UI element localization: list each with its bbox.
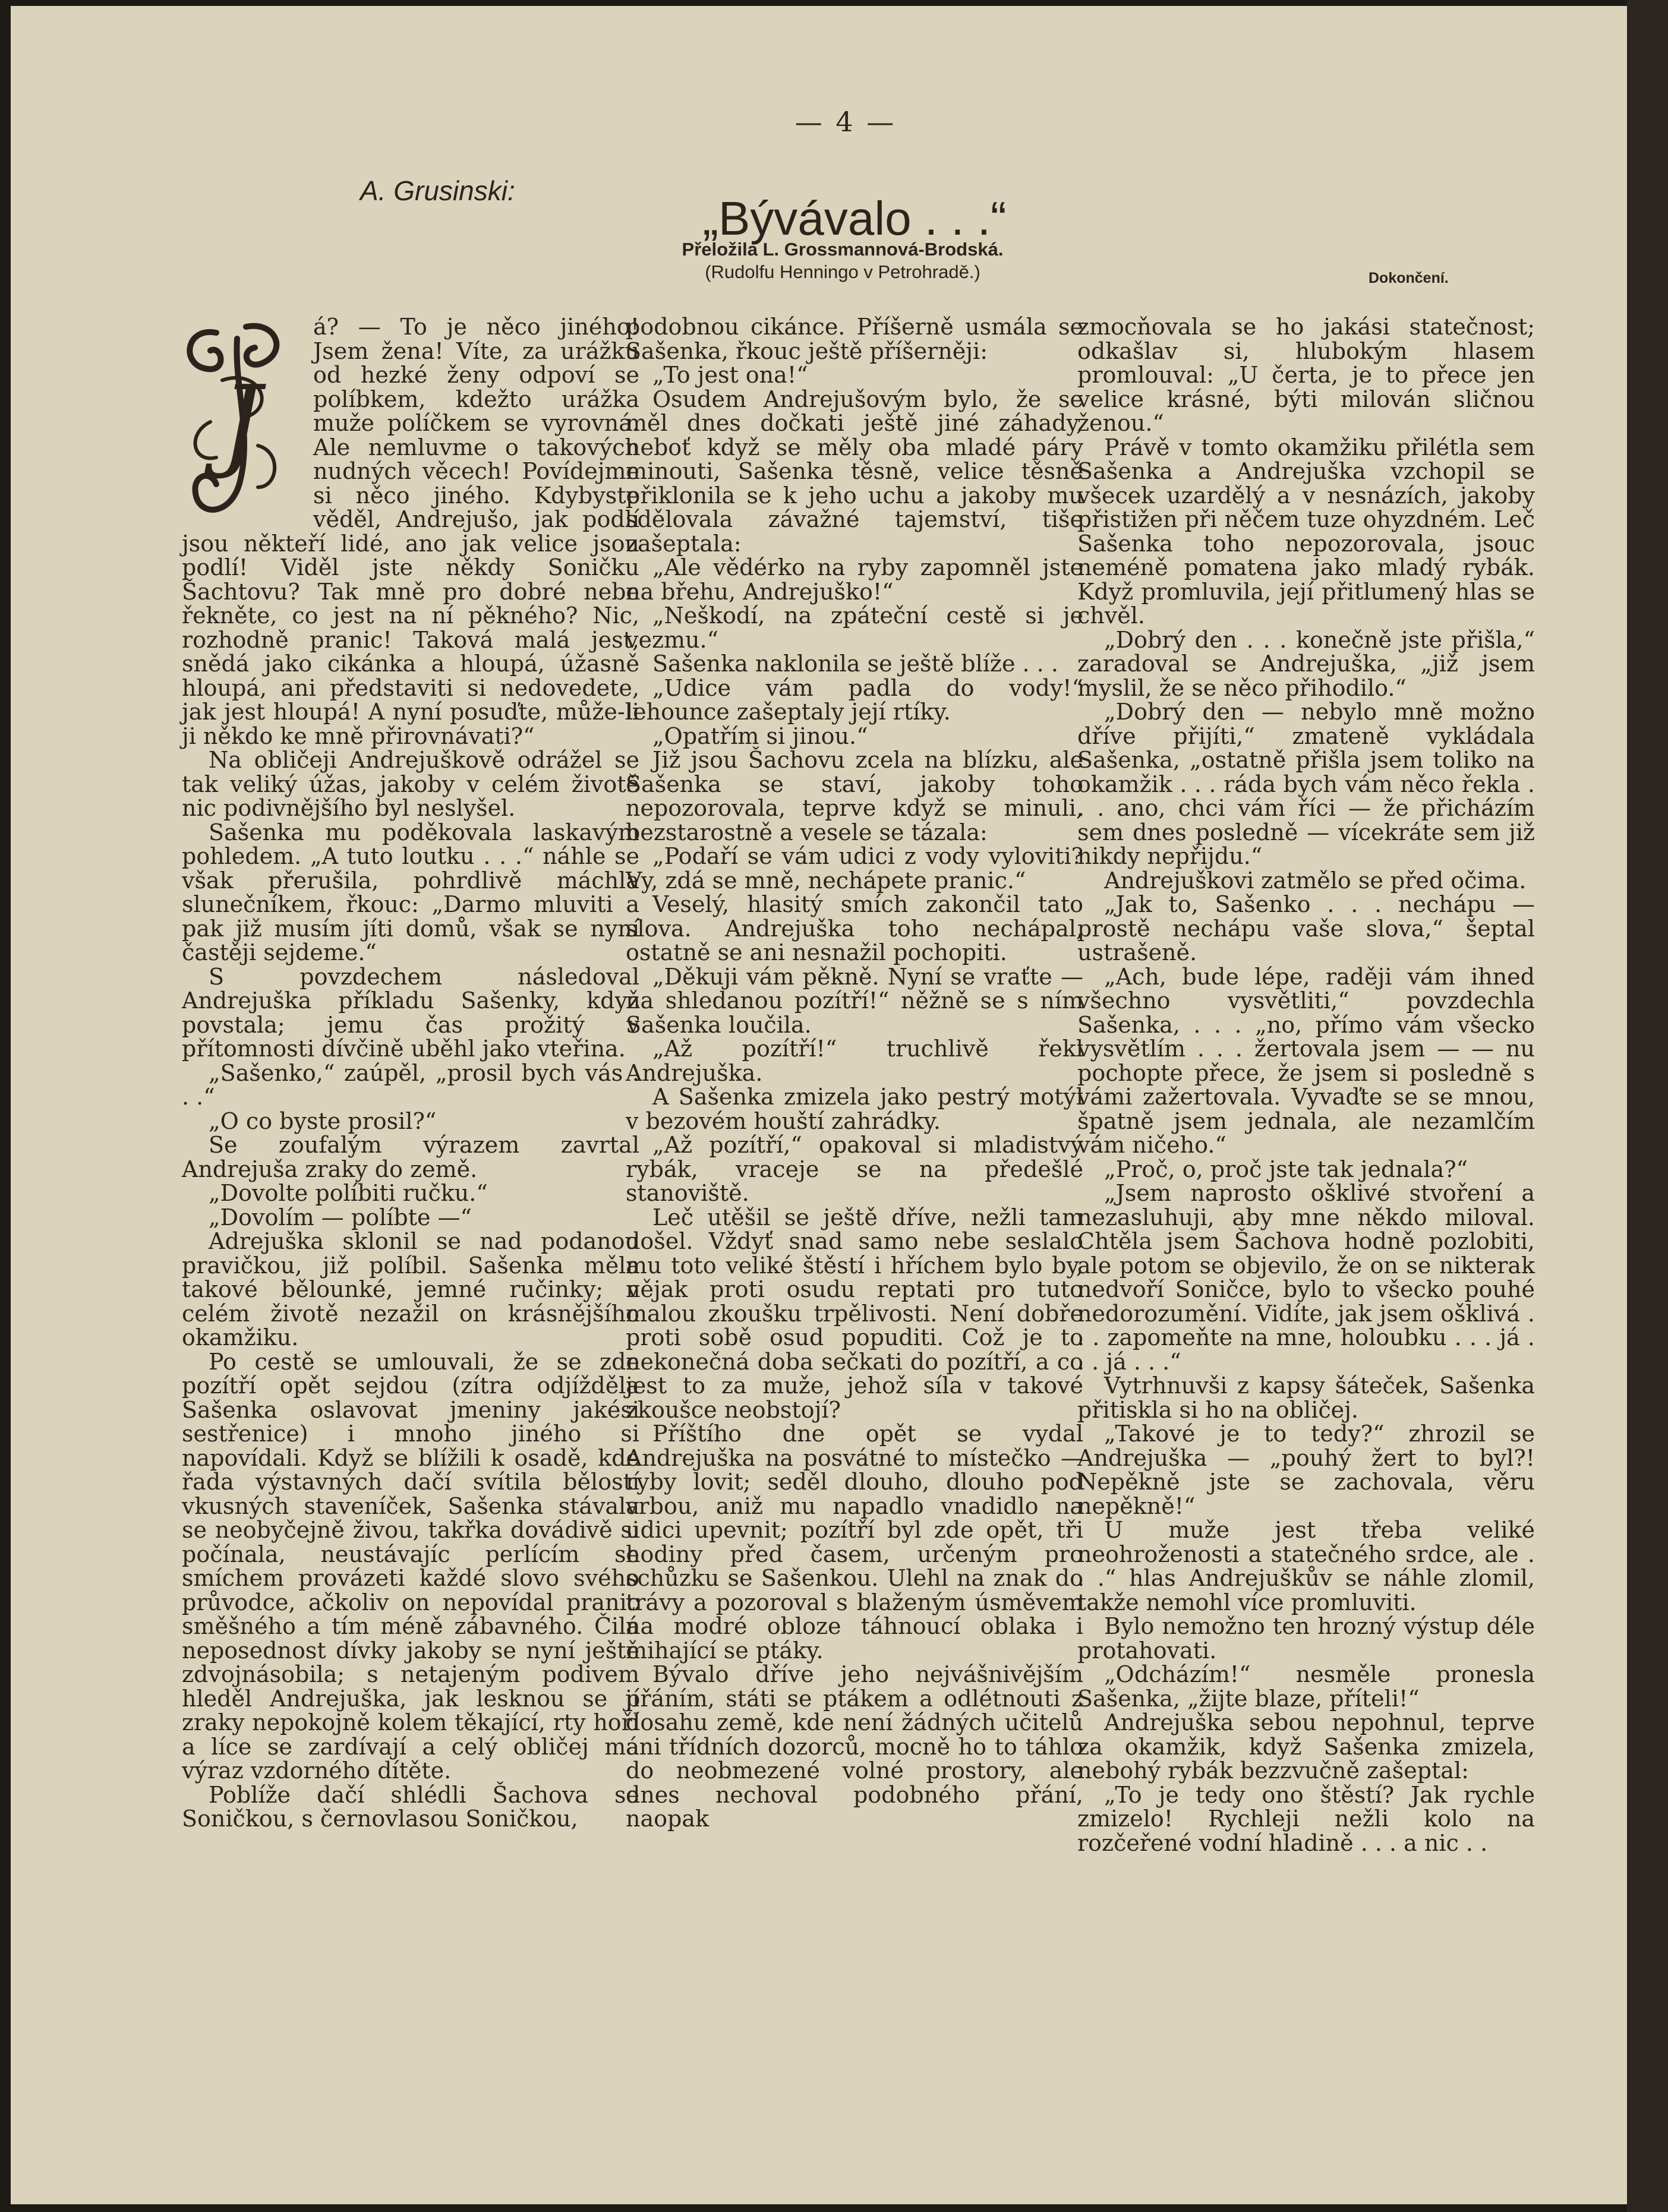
author-name: A. Grusinski: — [360, 175, 515, 206]
paragraph: „Dobrý den — nebylo mně možno dříve přijíti,“ zmateně vykládala Sašenka, „ostatně přišla jsem toliko na okamžik . . . ráda bych vám něco řekla . . . ano, chci vám říci — že přicházím sem dnes posledně — vícekráte sem již nikdy nepřijdu.“ — [1077, 699, 1535, 869]
paragraph: „Jak to, Sašenko . . . nechápu — prostě nechápu vaše slova,“ šeptal ustrašeně. — [1077, 891, 1535, 965]
paragraph: „Až pozítří,“ opakoval si mladistvý rybák, vraceje se na předešlé stanoviště. — [626, 1132, 1083, 1206]
paragraph: „Dovolte políbiti ručku.“ — [209, 1180, 488, 1206]
paragraph: „Jsem naprosto ošklivé stvoření a nezasluhuji, aby mne někdo miloval. Chtěla jsem Šachova hodně pozlobiti, ale potom se objevilo, že on se nikterak nedvoří Soničce, bylo to všecko pouhé nedorozumění. Vidíte, jak jsem ošklivá . . . zapomeňte na mne, holoubku . . . já . . . já . . .“ — [1077, 1180, 1535, 1375]
paragraph: „Neškodí, na zpáteční cestě si je vezmu.“ — [626, 602, 1083, 653]
paragraph: „Podaří se vám udici z vody vyloviti? Vy, zdá se mně, nechápete pranic.“ — [626, 843, 1083, 894]
paragraph: Sašenka naklonila se ještě blíže . . . — [652, 651, 1058, 677]
paragraph: Poblíže dačí shlédli Šachova se Soničkou, s černovlasou Soničkou, — [182, 1781, 639, 1832]
paragraph: Bylo nemožno ten hrozný výstup déle protahovati. — [1077, 1613, 1535, 1664]
paragraph: „O co byste prosil?“ — [209, 1107, 437, 1134]
text-column-3 — [1077, 315, 1535, 1855]
paragraph: „Udice vám padla do vody!“ lehounce zašeptaly její rtíky. — [626, 674, 1083, 725]
paragraph: Právě v tomto okamžiku přilétla sem Sašenka a Andrejuška vzchopil se všecek uzardělý a v nesnázích, jakoby přistižen při něčem tuze ohyzdném. Leč Sašenka toho nepozorovala, jsouc neméně pomatena jako mladý rybák. Když promluvila, její přitlumený hlas se chvěl. — [1077, 434, 1535, 629]
paragraph: „Odcházím!“ nesměle pronesla Sašenka, „žijte blaze, příteli!“ — [1077, 1661, 1535, 1712]
paragraph: U muže jest třeba veliké neohroženosti a statečného srdce, ale . . .“ hlas Andrejuškův se náhle zlomil, takže nemohl více promluviti. — [1077, 1517, 1535, 1615]
adjacent-page-edge — [1627, 0, 1668, 2212]
paragraph: Se zoufalým výrazem zavrtal Andrejuša zraky do země. — [182, 1132, 639, 1182]
paragraph: Andrejuška sebou nepohnul, teprve za okamžik, když Sašenka zmizela, nebohý rybák bezzvučně zašeptal: — [1077, 1709, 1535, 1784]
paragraph: Po cestě se umlouvali, že se zde pozítří opět sejdou (zítra odjížděla Sašenka oslavovat jmeniny jakési sestřenice) i mnoho jiného si napovídali. Když se blížili k osadě, kde řada výstavných dačí svítila bělostí vkusných staveníček, Sašenka stávala se neobyčejně živou, takřka dovádivě si počínala, neustávajíc perlícím se smíchem provázeti každé slovo svého průvodce, ačkoliv on nepovídal pranic směšného a tím méně zábavného. Čilá neposednost dívky jakoby se nyní ještě zdvojnásobila; s netajeným podivem hleděl Andrejuška, jak lesknou se jí zraky nepokojně kolem těkající, rty hoří a líce se zardívají a celý obličej má výraz vzdorného dítěte. — [182, 1348, 639, 1784]
paragraph: S povzdechem následoval Andrejuška příkladu Sašenky, když povstala; jemu čas prožitý v přítomnosti dívčině uběhl jako vteřina. — [182, 963, 639, 1062]
paragraph: Veselý, hlasitý smích zakončil tato slova. Andrejuška toho nechápal, ostatně se ani nesnažil pochopiti. — [626, 891, 1083, 965]
paragraph: Leč utěšil se ještě dříve, nežli tam došel. Vždyť snad samo nebe seslalo mu toto veliké štěstí i hříchem bylo by, nějak proti osudu reptati pro tuto malou zkoušku trpělivosti. Není dobře proti sobě osud popuditi. Což je to nekonečná doba sečkati do pozítří, a co jest to za muže, jehož síla v takové zkoušce neobstojí? — [626, 1204, 1083, 1423]
dropcap-ornament-icon — [175, 315, 302, 529]
ornamental-dropcap — [175, 315, 302, 529]
paragraph: „Opatřím si jinou.“ — [652, 722, 868, 749]
paragraph: „Sašenko,“ zaúpěl, „prosil bych vás . . .“ — [182, 1059, 639, 1110]
paragraph: „Takové je to tedy?“ zhrozil se Andrejuška — „pouhý žert to byl?! Nepěkně jste se zachovala, věru nepěkně!“ — [1077, 1421, 1535, 1519]
paragraph: Již jsou Šachovu zcela na blízku, ale Sašenka se staví, jakoby toho nepozorovala, teprve když se minuli, bezstarostně a vesele se tázala: — [626, 747, 1083, 845]
paragraph: „Až pozítří!“ truchlivě řekl Andrejuška. — [626, 1036, 1083, 1086]
paragraph: Bývalo dříve jeho nejvášnivějším přáním, státi se ptákem a odlétnouti z dosahu země, kde není žádných učitelů ani třídních dozorců, mocně ho to táhlo do neobmezené volné prostory, ale dnes nechoval podobného přání, naopak — [626, 1661, 1083, 1832]
continuation-note: Dokončení. — [1369, 270, 1449, 286]
paragraph: „Ach, bude lépe, raději vám ihned všechno vysvětliti,“ povzdechla Sašenka, . . . „no, přímo vám všecko vysvětlím . . . žertovala jsem — — nu pochopte přece, že jsem si posledně s vámi zažertovala. Vyvaďte se se mnou, špatně jsem jednala, ale nezamlčím vám ničeho.“ — [1077, 963, 1535, 1158]
paragraph: á? — To je něco jiného! Jsem žena! Víte, za urážku od hezké ženy odpoví se políbkem, kdežto urážka muže políčkem se vyrovná. Ale nemluvme o takových nudných věcech! Povídejme si něco jiného. Kdybyste věděl, Andrejušo, jak podlí jsou někteří lidé, ano jak velice jsou podlí! Viděl jste někdy Soničku Šachtovu? Tak mně pro dobré nebe řekněte, co jest na ní pěkného? Nic, rozhodně pranic! Taková malá jest, snědá jako cikánka a hloupá, úžasně hloupá, ani představiti si nedovedete, jak jest hloupá! A nyní posuďte, může-li ji někdo ke mně přirovnávati?“ — [182, 314, 639, 749]
magazine-page — [11, 6, 1627, 2204]
article-title: „Bývávalo . . .“ — [702, 192, 1007, 245]
page-number: — 4 — — [794, 106, 897, 138]
paragraph: Na obličeji Andrejuškově odrážel se tak veliký úžas, jakoby v celém životě nic podivnějšího byl neslyšel. — [182, 747, 639, 821]
paragraph: Adrejuška sklonil se nad podanou pravičkou, již políbil. Sašenka měla takové bělounké, jemné ručinky; v celém životě nezažil on krásnějšího okamžiku. — [182, 1228, 639, 1350]
paragraph: Andrejuškovi zatmělo se před očima. — [1104, 867, 1527, 894]
paragraph: zmocňovala se ho jakási statečnost; odkašlav si, hlubokým hlasem promlouval: „U čerta, je to přece jen velice krásné, býti milován sličnou ženou.“ — [1077, 314, 1535, 436]
translator-line: Přeložila L. Grossmannová-Brodská. — [682, 239, 1004, 260]
text-column-1 — [182, 315, 639, 1831]
paragraph: Osudem Andrejušovým bylo, že se měl dnes dočkati ještě jiné záhady, neboť když se měly oba mladé páry minouti, Sašenka těsně, velice těsně přiklonila se k jeho uchu a jakoby mu sdělovala závažné tajemství, tiše zašeptala: — [626, 386, 1083, 557]
paragraph: Vytrhnuvši z kapsy šáteček, Sašenka přitiskla si ho na obličej. — [1077, 1372, 1535, 1423]
paragraph: podobnou cikánce. Příšerně usmála se Sašenka, řkouc ještě příšerněji: — [626, 314, 1083, 364]
paragraph: „Proč, o, proč jste tak jednala?“ — [1104, 1156, 1468, 1182]
paragraph: Příštího dne opět se vydal Andrejuška na posvátné to místečko — ryby lovit; seděl dlouho, dlouho pod vrbou, aniž mu napadlo vnadidlo na udici upevnit; pozítří byl zde opět, tři hodiny před časem, určeným pro schůzku se Sašenkou. Ulehl na znak do trávy a pozoroval s blaženým úsměvem na modré obloze táhnoucí oblaka i mihající se ptáky. — [626, 1421, 1083, 1664]
dedication-line: (Rudolfu Henningo v Petrohradě.) — [705, 261, 980, 282]
paragraph: „To jest ona!“ — [652, 362, 808, 388]
paragraph: „Děkuji vám pěkně. Nyní se vraťte — na shledanou pozítří!“ něžně se s ním Sašenka loučila. — [626, 963, 1083, 1038]
paragraph: „Ale vědérko na ryby zapomněl jste na břehu, Andrejuško!“ — [626, 554, 1083, 605]
paragraph: „Dobrý den . . . konečně jste přišla,“ zaradoval se Andrejuška, „již jsem myslil, že se něco přihodilo.“ — [1077, 626, 1535, 701]
text-column-2 — [626, 315, 1083, 1831]
paragraph: A Sašenka zmizela jako pestrý motýl v bezovém houští zahrádky. — [626, 1084, 1083, 1134]
paragraph: „Dovolím — políbte —“ — [209, 1204, 472, 1230]
paragraph: „To je tedy ono štěstí? Jak rychle zmizelo! Rychleji nežli kolo na rozčeřené vodní hladině . . . a nic . . — [1077, 1781, 1535, 1856]
paragraph: Sašenka mu poděkovala laskavým pohledem. „A tuto loutku . . .“ náhle se však přerušila, pohrdlivě máchla slunečníkem, řkouc: „Darmo mluviti a pak již musím jíti domů, však se nyní častěji sejdeme.“ — [182, 819, 639, 965]
svg-text:J: J — [220, 364, 262, 482]
